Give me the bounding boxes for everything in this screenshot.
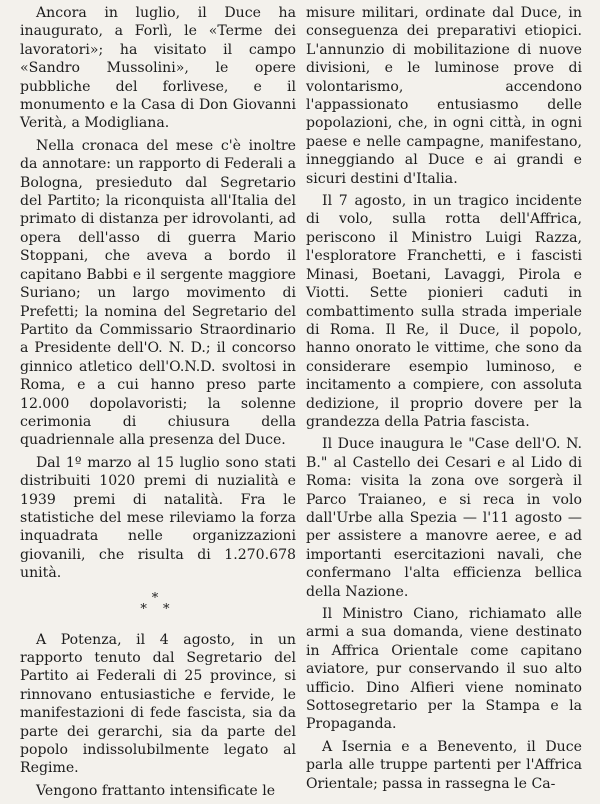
paragraph-incidente: Il 7 agosto, in un tragico incidente di volo, sulla rotta dell'Affrica, periscono il Ministro Luigi Razza, l'esploratore Franchetti, e i fascisti Minasi, Boetani, Lavaggi, Pirola e Viotti. Sette pionieri caduti in combattimento sulla strada imperiale di Roma. Il Re, il Duce, il popolo, hanno onorato le vittime, che sono da considerare esempio luminoso, e incitamento a compiere, con assoluta dedizione, il proprio dovere per la grandezza della Patria fascista.	[306, 193, 582, 430]
paragraph-forli: Ancora in luglio, il Duce ha inaugurato, a Forlì, le «Terme dei lavoratori»; ha visitato il campo «Sandro Mussolini», le opere pubbliche del forlivese, e il monumento e la Casa di Don Giovanni Verità, a Modigliana.	[20, 5, 296, 132]
left-column	[20, 4, 296, 804]
paragraph-isernia: A Isernia e a Benevento, il Duce parla alle truppe partenti per l'Affrica Orientale; passa in rassegna le Ca-	[306, 738, 582, 792]
paragraph-continuation: misure militari, ordinate dal Duce, in conseguenza dei preparativi etiopici. L'annunzio di mobilitazione di nuove divisioni, e le luminose prove di volontarismo, accendono l'appassionato entusiasmo delle popolazioni, che, in ogni città, in ogni paese e nelle campagne, manifestano, inneggiando al Duce e ai grandi e sicuri destini d'Italia.	[306, 5, 582, 187]
asterism-bottom: * *	[140, 601, 176, 617]
paragraph-potenza: A Potenza, il 4 agosto, in un rapporto tenuto dal Segretario del Partito ai Federali di 25 province, si rinnovano entusiastiche e fervide, le manifestazioni di fede fascista, sia da parte dei gerarchi, sia da parte del popolo indissolubilmente legato al Regime.	[20, 631, 296, 777]
paragraph-vengono: Vengono frattanto intensificate le	[36, 782, 276, 799]
paragraph-cronaca: Nella cronaca del mese c'è inoltre da annotare: un rapporto di Federali a Bologna, presieduto dal Segretario del Partito; la riconquista all'Italia del primato di distanza per idrovolanti, ad opera dell'asso di guerra Mario Stoppani, che aveva a bordo il capitano Babbi e il sergente maggiore Suriano; un largo movimento di Prefetti; la nomina del Segretario del Partito da Commissario Straordinario a Presidente dell'O. N. D.; il concorso ginnico atletico dell'O.N.D. svoltosi in Roma, e a cui hanno preso parte 12.000 dopolavoristi; la solenne cerimonia di chiusura della quadriennale alla presenza del Duce.	[20, 137, 296, 449]
paragraph-case-onb: Il Duce inaugura le "Case dell'O. N. B." al Castello dei Cesari e al Lido di Roma: visita la zona ove sorgerà il Parco Traianeo, e si reca in volo dall'Urbe alla Spezia — l'11 agosto — per assistere a manovre aeree, e ad importanti esercitazioni navali, che confermano l'alta efficienza bellica della Nazione.	[306, 436, 582, 600]
asterism-top: *	[151, 590, 165, 606]
paragraph-ciano: Il Ministro Ciano, richiamato alle armi a sua domanda, viene destinato in Affrica Orientale come capitano aviatore, pur conservando il suo alto ufficio. Dino Alfieri viene nominato Sottosegretario per la Stampa e la Propaganda.	[306, 606, 582, 733]
paragraph-premi: Dal 1º marzo al 15 luglio sono stati distribuiti 1020 premi di nuzialità e 1939 premi di natalità. Fra le statistiche del mese rileviamo la forza inquadrata nelle organizzazioni giovanili, che risulta di 1.270.678 unità.	[20, 454, 296, 582]
asterism-separator	[20, 590, 296, 617]
right-column	[306, 4, 582, 797]
